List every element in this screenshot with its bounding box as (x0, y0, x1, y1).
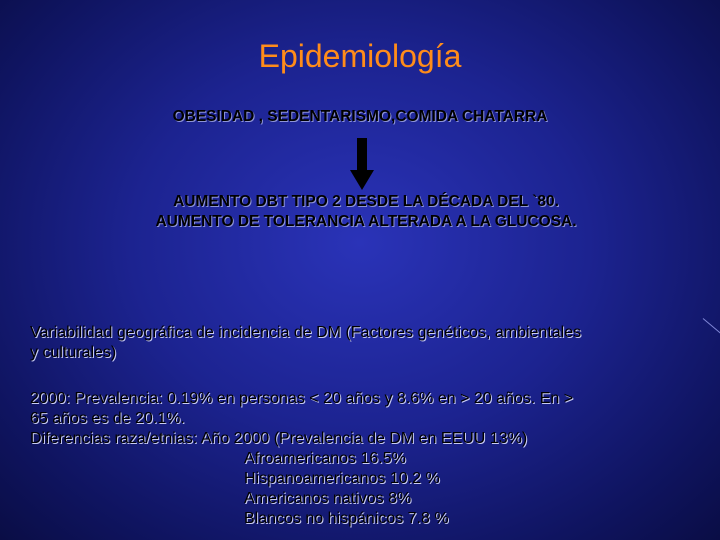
paragraph-line: Variabilidad geográfica de incidencia de DM (Factores genéticos, ambientales (30, 324, 582, 341)
ethnic-list-item: Afroamericanos 16.5% (244, 450, 406, 467)
paragraph-line: 2000: Prevalencia: 0.19% en personas < 20 años y 8.6% en > 20 años. En > (30, 390, 574, 407)
effect-line: AUMENTO DE TOLERANCIA ALTERADA A LA GLUCOSA. (155, 213, 577, 230)
cause-heading: OBESIDAD , SEDENTARISMO,COMIDA CHATARRA (172, 108, 548, 125)
paragraph-line: y culturales) (30, 344, 117, 361)
ethnic-list-item: Blancos no hispánicos 7.8 % (244, 510, 449, 527)
effect-heading (0, 192, 720, 232)
ethnic-list-item: Hispanoamericanos 10.2 % (244, 470, 440, 487)
geographic-variability-paragraph (30, 323, 670, 363)
down-arrow-icon (350, 138, 374, 190)
paragraph-line: 65 años es de 20.1%. (30, 410, 185, 427)
slide-title: Epidemiología (258, 38, 462, 74)
effect-line: AUMENTO DBT TIPO 2 DESDE LA DÉCADA DEL `80. (173, 193, 559, 210)
prevalence-paragraph (30, 389, 670, 529)
decorative-line (703, 318, 720, 338)
ethnic-list-item: Americanos nativos 8% (244, 490, 412, 507)
paragraph-line: Diferencias raza/etnias: Año 2000 (Prevalencia de DM en EEUU 13%) (30, 430, 528, 447)
